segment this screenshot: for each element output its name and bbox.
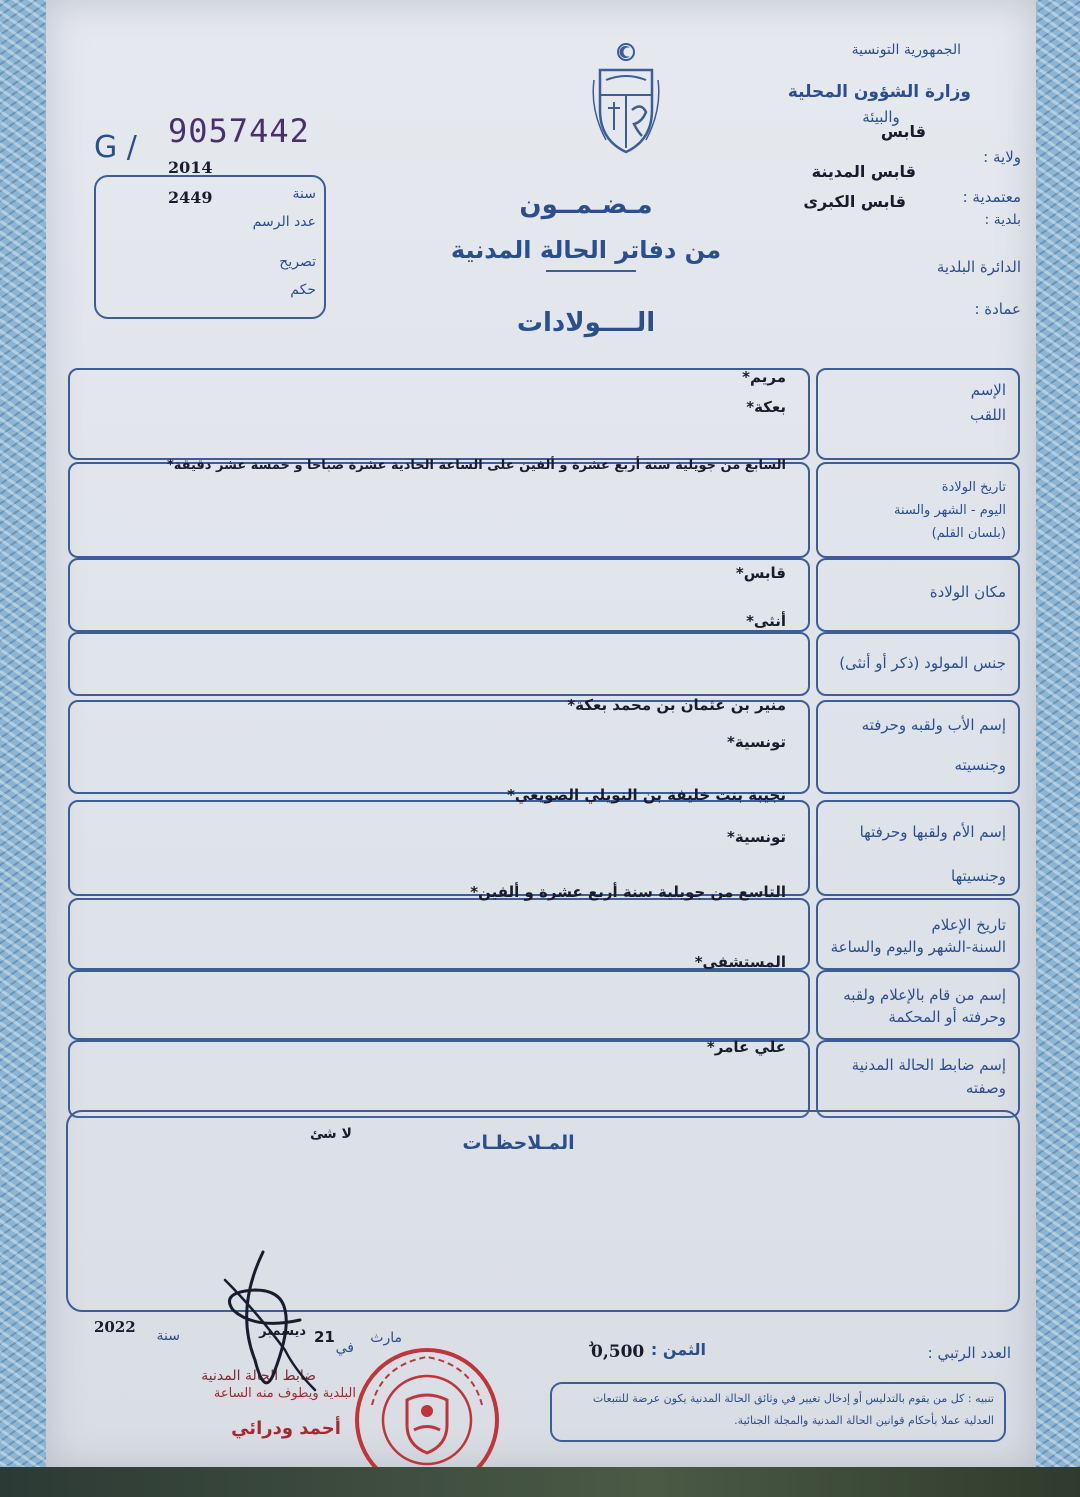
registry-declaration-label: تصريح (279, 254, 316, 270)
republic-title: الجمهورية التونسية (851, 42, 961, 58)
title-underline (546, 270, 636, 272)
row-label-line: (بلسان القلم) (931, 526, 1006, 541)
footer-day-value: 21 (314, 1328, 335, 1346)
row-label-line: اللقب (969, 406, 1006, 424)
row-value-text: تونسية* (727, 733, 786, 751)
footer-year-value: 2022 (94, 1318, 136, 1336)
order-number-label: العدد الرتبي : (927, 1344, 1011, 1362)
omda-label: عمادة : (974, 300, 1021, 318)
legal-notice: تنبيه : كل من يقوم بالتدليس أو إدخال تغيير في وثائق الحالة المدنية يكون عرضة للتتبعات العدلية عملا بأحكام قوانين الحالة المدنية والمجلة الجنائية. (592, 1392, 994, 1427)
governorate-label: ولاية : (983, 148, 1021, 166)
delegation-value: قابس المدينة (811, 162, 916, 181)
row-value-text: قابس* (735, 564, 786, 582)
price-label: الثمن : (650, 1340, 706, 1359)
row-label-line: جنس المولود (ذكر أو أنثى) (839, 654, 1006, 672)
registry-judgment-label: حكم (290, 282, 316, 298)
row-label-line: إسم ضابط الحالة المدنية (851, 1056, 1006, 1074)
row-label-line: تاريخ الإعلام (931, 916, 1006, 934)
municipality-value: قابس الكبرى (803, 192, 906, 211)
serial-number: 9057442 (168, 112, 310, 150)
decorative-border-left (0, 0, 48, 1497)
officer-name: أحمد ودرائي (231, 1418, 341, 1439)
delegation-label: معتمدية : (962, 188, 1021, 206)
officer-line-1: ضابط الحالة المدنية (201, 1368, 316, 1384)
row-label-line: وحرفته أو المحكمة (888, 1008, 1006, 1026)
row-label-line: إسم من قام بالإعلام ولقبه (843, 986, 1006, 1004)
row-value-box (68, 800, 810, 896)
row-value-text: نجيبة بنت خليفة بن النويلي الصويعي* (507, 786, 786, 804)
row-value-text: تونسية* (727, 828, 786, 846)
handwritten-signature (215, 1250, 335, 1410)
row-value-box (68, 462, 810, 558)
serial-prefix: G / (94, 130, 137, 165)
row-label-line: الإسم (970, 381, 1006, 399)
row-label-line: اليوم - الشهر والسنة (893, 503, 1006, 518)
row-value-text: أنثى* (746, 612, 786, 630)
row-value-text: السابع من جويلية سنة أربع عشرة و ألفين على الساعة الحادية عشرة صباحا و خمسة عشر دقيقة* (166, 458, 786, 473)
row-value-box (68, 970, 810, 1040)
footer-year-label: سنة (156, 1328, 180, 1344)
row-label-line: وجنسيته (954, 756, 1006, 774)
row-value-text: المستشفى* (694, 953, 786, 971)
background-surface (0, 1467, 1080, 1497)
coat-of-arms-icon (586, 40, 666, 160)
row-value-text: التاسع من جويلية سنة أربع عشرة و ألفين* (470, 883, 786, 901)
ministry-title: وزارة الشؤون المحلية (787, 82, 971, 102)
row-value-text: مريم* (742, 368, 786, 386)
footer-march-label: مارث (370, 1330, 402, 1346)
remarks-label: المـلاحظـات (462, 1132, 575, 1154)
district-label: الدائرة البلدية (936, 258, 1021, 276)
registry-record-value: 2449 (168, 188, 213, 207)
municipality-label: بلدية : (984, 212, 1021, 228)
row-label-line: مكان الولادة (929, 583, 1006, 601)
row-value-text: منير بن عثمان بن محمد بعكة* (567, 696, 786, 714)
row-label-line: وجنسيتها (951, 867, 1006, 885)
row-value-text: بعكة* (746, 398, 786, 416)
document-title: مـضـمــون (519, 190, 653, 220)
registry-record-label: عدد الرسم (252, 214, 316, 230)
registry-year-label: سنة (292, 186, 316, 202)
row-label-line: تاريخ الولادة (941, 480, 1006, 495)
governorate-value: قابس (880, 122, 926, 141)
footer-month-value: ديسمبر (259, 1324, 306, 1339)
ministry-subtitle: والبيئة (862, 108, 900, 126)
row-label-line: السنة-الشهر واليوم والساعة (830, 938, 1006, 956)
registry-year-value: 2014 (168, 158, 213, 177)
row-value-text: علي عامر* (706, 1038, 786, 1056)
birth-certificate-paper (46, 0, 1036, 1470)
row-value-box (68, 632, 810, 696)
row-label-line: إسم الأم ولقبها وحرفتها (859, 823, 1006, 841)
row-label-line: إسم الأب ولقبه وحرفته (861, 716, 1006, 734)
remarks-value: لا شئ (310, 1126, 352, 1142)
price-prefix: د (588, 1336, 594, 1349)
section-title-births: الــــولادات (516, 308, 656, 338)
footer-in-label: في (335, 1340, 354, 1356)
document-subtitle: من دفاتر الحالة المدنية (450, 236, 722, 264)
officer-line-2: البلدية ويطوف منه الساعة (213, 1386, 356, 1401)
price-value: 0,500 (591, 1342, 645, 1362)
row-label-line: وصفته (965, 1079, 1006, 1097)
